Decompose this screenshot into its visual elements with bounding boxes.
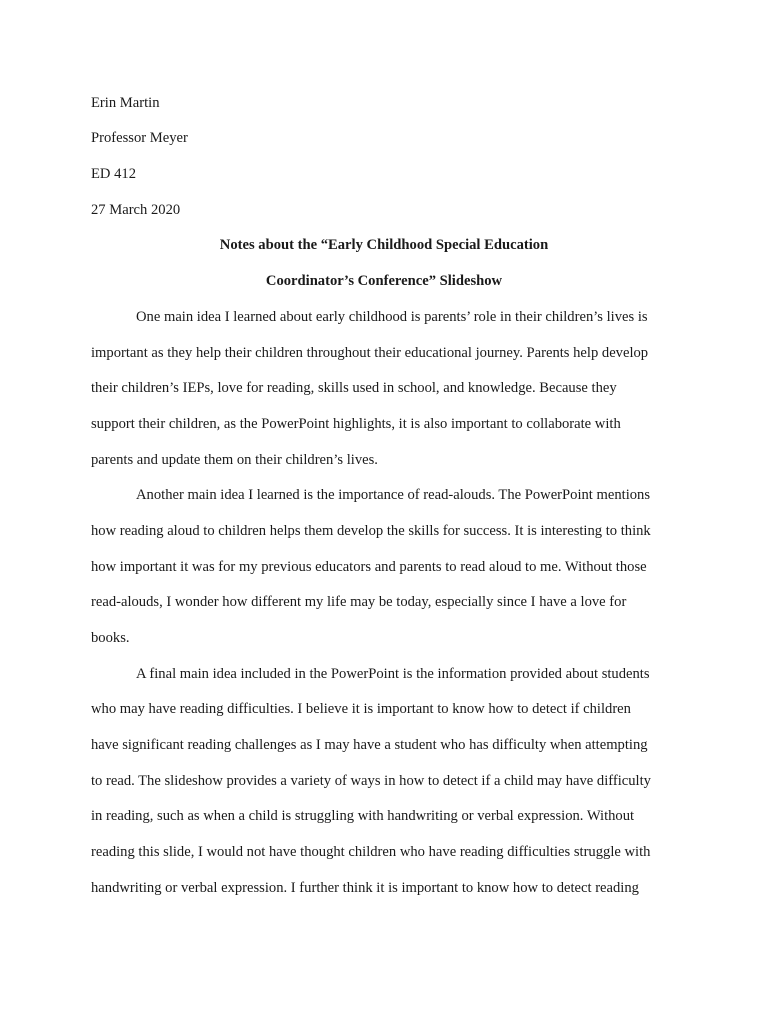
- body-text-line: have significant reading challenges as I may have a student who has difficulty when attempting: [91, 737, 648, 753]
- body-text-line: A final main idea included in the PowerPoint is the information provided about students: [136, 666, 650, 682]
- body-text-line: parents and update them on their children’s lives.: [91, 452, 378, 468]
- course-number: ED 412: [91, 166, 136, 182]
- document-title-line-1: Notes about the “Early Childhood Special Education: [219, 237, 549, 253]
- body-text-line: handwriting or verbal expression. I further think it is important to know how to detect reading: [91, 880, 639, 896]
- body-text-line: Another main idea I learned is the importance of read-alouds. The PowerPoint mentions: [136, 487, 651, 503]
- professor-name: Professor Meyer: [91, 130, 188, 146]
- body-text-line: their children’s IEPs, love for reading, skills used in school, and knowledge. Because they: [91, 380, 617, 396]
- document-title-line-2: Coordinator’s Conference” Slideshow: [265, 273, 503, 289]
- body-text-line: read-alouds, I wonder how different my life may be today, especially since I have a love for: [91, 594, 627, 610]
- document-date: 27 March 2020: [91, 202, 181, 218]
- student-name: Erin Martin: [91, 95, 160, 111]
- body-text-line: support their children, as the PowerPoint highlights, it is also important to collaborate with: [91, 416, 621, 432]
- body-text-line: who may have reading difficulties. I believe it is important to know how to detect if children: [91, 701, 631, 717]
- body-text-line: in reading, such as when a child is struggling with handwriting or verbal expression. Without: [91, 808, 635, 824]
- body-text-line: reading this slide, I would not have thought children who have reading difficulties struggle with: [91, 844, 651, 860]
- body-text-line: how important it was for my previous educators and parents to read aloud to me. Without those: [91, 559, 647, 575]
- body-text-line: important as they help their children throughout their educational journey. Parents help develop: [91, 345, 649, 361]
- body-text-line: One main idea I learned about early childhood is parents’ role in their children’s lives is: [136, 309, 648, 325]
- body-text-line: books.: [91, 630, 130, 646]
- body-text-line: to read. The slideshow provides a variety of ways in how to detect if a child may have difficulty: [91, 773, 651, 789]
- body-text-line: how reading aloud to children helps them develop the skills for success. It is interesting to think: [91, 523, 651, 539]
